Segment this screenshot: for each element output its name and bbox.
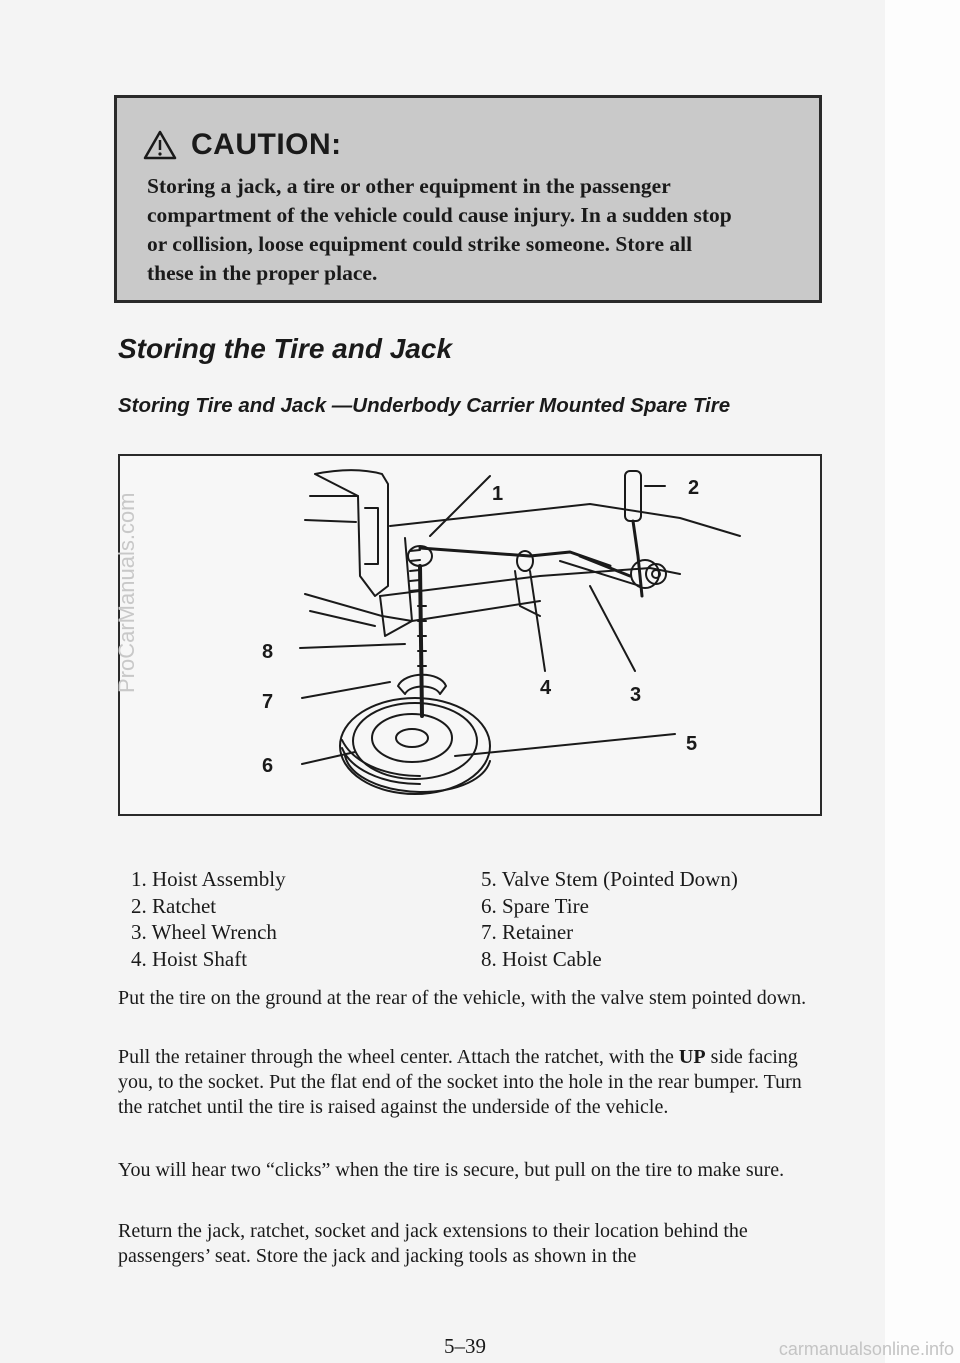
leader-line — [300, 644, 405, 648]
leader-line — [590, 586, 635, 671]
paragraph-text: side facing you, to the socket. Put the flat end of the socket into the hole in the rear bumper. Turn the ratchet until the tire is raised against the underside of the vehicle. — [118, 1046, 802, 1118]
legend-item: 8. Hoist Cable — [481, 946, 602, 971]
legend-item: 2. Ratchet — [131, 893, 217, 918]
paragraph-return-jack: Return the jack, ratchet, socket and jack extensions to their location behind the passengers’ seat. Store the jack and jacking tools as shown in the — [118, 1220, 748, 1267]
callout-7: 7 — [262, 691, 274, 713]
caution-line: Storing a jack, a tire or other equipment in the passenger — [147, 174, 671, 198]
leader-line — [430, 476, 490, 536]
callout-3: 3 — [630, 684, 642, 706]
hoist-cable-line — [420, 566, 422, 716]
paragraph-text: Pull the retainer through the wheel center. Attach the ratchet, with the — [118, 1046, 679, 1068]
callout-8: 8 — [262, 641, 274, 663]
caution-line: these in the proper place. — [147, 261, 378, 285]
bumper-top — [390, 504, 740, 536]
leader-line — [530, 571, 545, 671]
watermark-left: ProCarManuals.com — [114, 492, 139, 693]
diagram-illustration — [120, 456, 820, 814]
subsection-heading: Storing Tire and Jack —Underbody Carrier Mounted Spare Tire — [118, 394, 731, 417]
caution-title: CAUTION: — [191, 128, 342, 161]
warning-triangle-icon — [143, 130, 177, 160]
caution-line: or collision, loose equipment could strike someone. Store all — [147, 232, 693, 256]
watermark-bottom: carmanualsonline.info — [778, 1339, 954, 1359]
legend-item: 3. Wheel Wrench — [131, 920, 277, 944]
callout-6: 6 — [262, 755, 274, 777]
legend-item: 7. Retainer — [481, 920, 574, 944]
legend-right-column — [481, 866, 738, 972]
callout-2: 2 — [688, 477, 700, 499]
callout-5: 5 — [686, 733, 698, 755]
up-label: UP — [678, 1046, 706, 1068]
caution-box — [114, 95, 822, 303]
paragraph-clicks: You will hear two “clicks” when the tire is secure, but pull on the tire to make sure. — [118, 1159, 785, 1181]
caution-header — [143, 128, 342, 162]
section-heading: Storing the Tire and Jack — [118, 333, 453, 364]
legend-item: 4. Hoist Shaft — [131, 946, 248, 971]
paragraph-place-tire: Put the tire on the ground at the rear of the vehicle, with the valve stem pointed down. — [118, 987, 807, 1009]
paragraph-attach-ratchet — [118, 1045, 828, 1120]
callout-4: 4 — [540, 677, 552, 699]
ratchet-handle — [625, 471, 641, 521]
leader-line — [302, 682, 390, 698]
caution-text — [147, 172, 797, 288]
legend-item: 1. Hoist Assembly — [131, 867, 286, 891]
legend-item: 5. Valve Stem (Pointed Down) — [481, 867, 738, 891]
page-number: 5–39 — [444, 1334, 486, 1358]
callout-1: 1 — [492, 483, 504, 505]
spare-tire-diagram — [118, 454, 822, 816]
legend-item: 6. Spare Tire — [481, 893, 589, 918]
taillight-outline — [365, 508, 378, 564]
legend-left-column — [131, 866, 286, 972]
caution-line: compartment of the vehicle could cause injury. In a sudden stop — [147, 203, 732, 227]
